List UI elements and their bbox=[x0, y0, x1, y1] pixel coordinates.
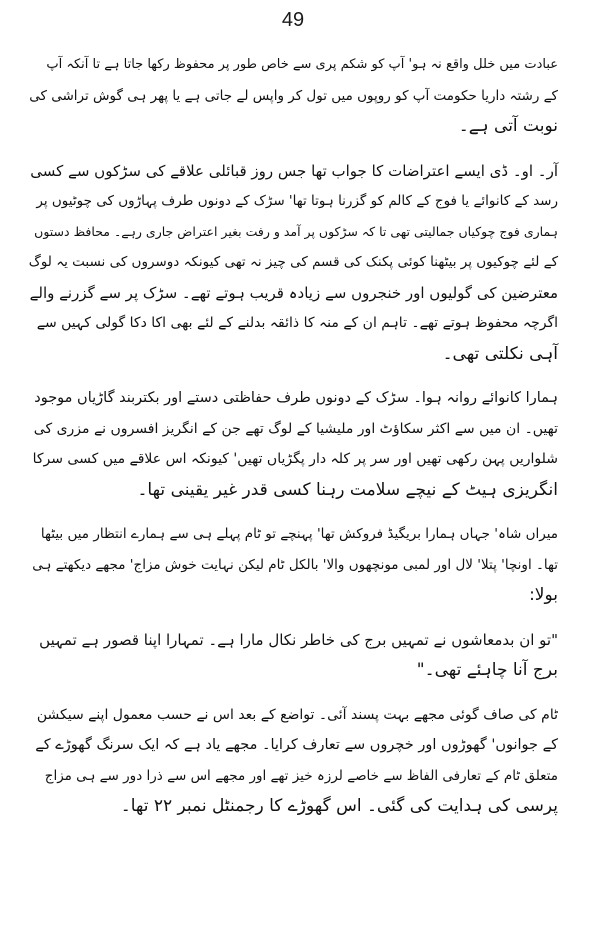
paragraph-5-quote bbox=[28, 625, 558, 686]
page-number: 49 bbox=[281, 9, 305, 31]
text-line: کے لئے چوکیوں پر بیٹھنا کوئی پکنک کی قسم کی چیز نہ تھی کیونکہ دوسروں کی نسبت یہ لوگ bbox=[28, 254, 558, 270]
text-line: اگرچہ محفوظ ہوتے تھے۔ تاہم ان کے منہ کا ذائقہ بدلنے کے لئے بھی اکا دکا گولی کہیں سے bbox=[36, 315, 558, 331]
text-line: ہمارا کانوائے روانہ ہوا۔ سڑک کے دونوں طرف حفاظتی دستے اور بکتربند گاڑیاں موجود bbox=[34, 390, 558, 406]
text-line: ہماری فوج چوکیاں جمالیتی تھی تا کہ سڑکوں پر آمد و رفت بغیر اعتراض جاری رہے۔ محافظ دستوں bbox=[34, 223, 558, 239]
text-line: کے رشتہ داریا حکومت آپ کو روپوں میں تول کر واپس لے جاتی ہے یا پھر ہی گوش تراشی کی bbox=[29, 87, 558, 104]
paragraph-6 bbox=[28, 700, 558, 822]
paragraph-1 bbox=[28, 50, 558, 142]
text-line: معترضین کی گولیوں اور خنجروں سے زیادہ قریب ہوتے تھے۔ سڑک پر سے گزرنے والے bbox=[29, 283, 558, 302]
text-line: نوبت آتی ہے۔ bbox=[458, 116, 558, 136]
text-line: آر۔ او۔ ڈی ایسے اعتراضات کا جواب تھا جس روز قبائلی علاقے کی سڑکوں سے کسی bbox=[30, 161, 558, 180]
text-line: میراں شاہ' جہاں ہمارا بریگیڈ فروکش تھا' پہنچے تو ٹام پہلے ہی سے ہمارے انتظار میں بیٹھا bbox=[40, 526, 558, 542]
text-line: برج آنا چاہئے تھی۔" bbox=[416, 660, 558, 680]
text-line: ٹام کی صاف گوئی مجھے بہت پسند آئی۔ تواضع کے بعد اس نے حسب معمول اپنے سیکشن bbox=[36, 706, 558, 723]
paragraph-4 bbox=[28, 519, 558, 611]
text-line: شلواریں پہن رکھی تھیں اور سر پر کلہ دار پگڑیاں تھیں' کیونکہ اس علاقے میں کسی سرکا bbox=[32, 451, 558, 467]
text-line: پرسی کی ہدایت کی گئی۔ اس گھوڑے کا رجمنٹل نمبر ۲۲ تھا۔ bbox=[120, 796, 558, 816]
text-line: آہی نکلتی تھی۔ bbox=[442, 343, 558, 364]
text-line: رسد کے کانوائے یا فوج کے کالم کو گزرنا ہوتا تھا' سڑک کے دونوں طرف پہاڑوں کی چوٹیوں پر bbox=[36, 193, 558, 209]
text-line: بولا: bbox=[529, 585, 558, 605]
text-line: "تو ان بدمعاشوں نے تمہیں برج کی خاطر نکال مارا ہے۔ تمہارا اپنا قصور ہے تمہیں bbox=[39, 630, 558, 649]
paragraph-3 bbox=[28, 383, 558, 505]
paragraph-2 bbox=[28, 156, 558, 370]
text-line: عبادت میں خلل واقع نہ ہو' آپ کو شکم پری سے خاص طور پر محفوظ رکھا جاتا ہے تا آنکہ آپ bbox=[46, 57, 558, 72]
text-line: تھیں۔ ان میں سے اکثر سکاؤٹ اور ملیشیا کے لوگ تھے جن کے انگریز افسروں نے مزری کی bbox=[33, 420, 558, 437]
text-line: تھا۔ اونچا' پتلا' لال اور لمبی مونچھوں والا' بالکل ٹام لیکن نہایت خوش مزاج' مجھے دیکھتے ہی bbox=[32, 556, 558, 573]
text-line: کے جوانوں' گھوڑوں اور خچروں سے تعارف کرایا۔ مجھے یاد ہے کہ ایک سرنگ گھوڑے کے bbox=[35, 737, 558, 753]
text-line: انگریزی ہیٹ کے نیچے سلامت رہنا کسی قدر غیر یقینی تھا۔ bbox=[137, 479, 558, 500]
text-line: متعلق ٹام کے تعارفی الفاظ سے خاصے لرزہ خیز تھے اور مجھے اس سے ذرا دور سے ہی مزاج bbox=[44, 767, 558, 784]
